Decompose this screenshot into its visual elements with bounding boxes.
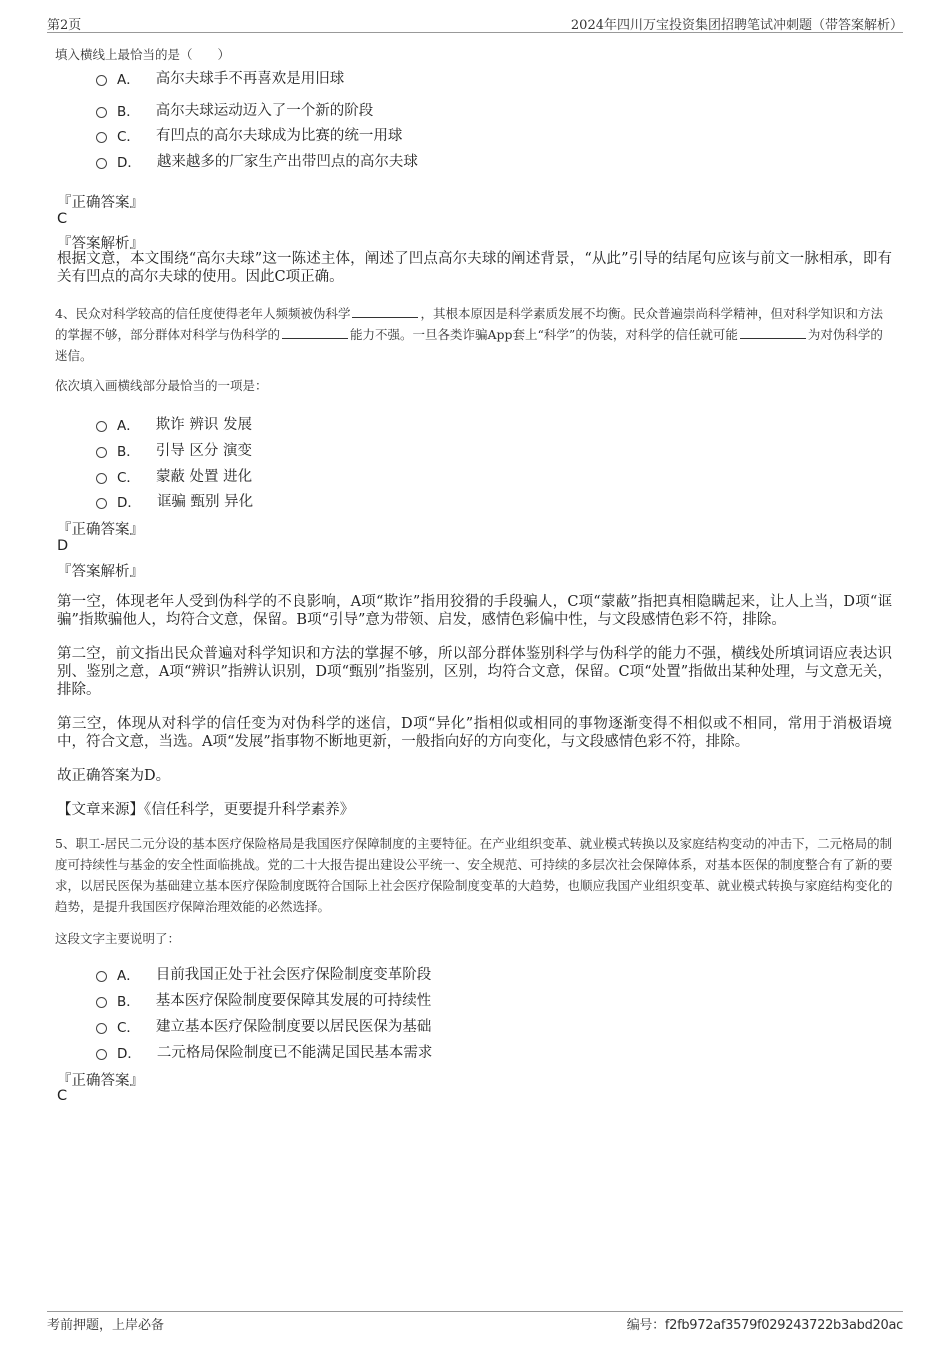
q4-stem: 4、民众对科学较高的信任度使得老年人频频被伪科学 ，其根本原因是科学素质发展不均衡。民众普遍崇尚科学精神，但对科学知识和方法的掌握不够，部分群体对科学与伪科学的 能力不强。一旦各类诈骗App套上“科学”的伪装，对科学的信任就可能 为对伪科学的迷信。: [55, 306, 883, 363]
q3-answer-label: 『正确答案』: [57, 195, 144, 211]
q5-answer-label: 『正确答案』: [57, 1073, 144, 1089]
q4-answer-label: 『正确答案』: [57, 522, 144, 538]
q4-analysis-2: 第二空，前文指出民众普遍对科学知识和方法的掌握不够，所以部分群体鉴别科学与伪科学的能力不强，横线处所填词语应表达识别、鉴别之意，A项“辨识”指辨认识别，D项“甄别”指鉴别，区别，均符合文意，保留。C项“处置”指做出某种处理，与文意无关，排除。: [57, 646, 892, 698]
radio-icon[interactable]: [96, 997, 107, 1008]
page-number: 第2页: [47, 18, 82, 33]
q4-source: 【文章来源】《信任科学，更要提升科学素养》: [57, 802, 355, 818]
q3-option-b[interactable]: B． 高尔夫球运动迈入了一个新的阶段: [96, 99, 373, 120]
radio-icon[interactable]: [96, 132, 107, 143]
blank-line-2: [282, 326, 348, 339]
radio-icon[interactable]: [96, 473, 107, 484]
q3-option-d[interactable]: D． 越来越多的厂家生产出带凹点的高尔夫球: [96, 150, 418, 171]
q5-stem: 5、职工-居民二元分设的基本医疗保险格局是我国医疗保障制度的主要特征。在产业组织变革、就业模式转换以及家庭结构变动的冲击下，二元格局的制度可持续性与基金的安全性面临挑战。党的二十大报告提出建设公平统一、安全规范、可持续的多层次社会保障体系，对基本医保的制度整合有了新的要求，以居民医保为基础建立基本医疗保险制度既符合国际上社会医疗保险制度变革的大趋势，也顺应我国产业组织变革、就业模式转换与家庭结构变化的趋势，是提升我国医疗保障治理效能的必然选择。: [55, 836, 893, 914]
q3-analysis: 根据文意，本文围绕“高尔夫球”这一陈述主体，阐述了凹点高尔夫球的阐述背景，“从此”引导的结尾句应该与前文一脉相承，即有关有凹点的高尔夫球的使用。因此C项正确。: [57, 251, 892, 285]
radio-icon[interactable]: [96, 1023, 107, 1034]
q3-answer: C: [57, 211, 68, 227]
radio-icon[interactable]: [96, 1049, 107, 1060]
q4-option-b[interactable]: B． 引导 区分 演变: [96, 439, 252, 460]
document-title: 2024年四川万宝投资集团招聘笔试冲刺题（带答案解析）: [570, 18, 903, 33]
q4-option-d[interactable]: D． 诓骗 甄别 异化: [96, 490, 253, 511]
header-divider: [47, 32, 903, 33]
q4-option-c[interactable]: C． 蒙蔽 处置 进化: [96, 465, 252, 486]
radio-icon[interactable]: [96, 158, 107, 169]
q5-option-b[interactable]: B． 基本医疗保险制度要保障其发展的可持续性: [96, 989, 431, 1010]
q5-answer: C: [57, 1088, 68, 1104]
footer-divider: [47, 1311, 903, 1312]
q3-option-c[interactable]: C． 有凹点的高尔夫球成为比赛的统一用球: [96, 124, 402, 145]
q3-stem: 填入横线上最恰当的是（ ）: [55, 47, 231, 62]
q4-analysis-3: 第三空，体现从对科学的信任变为对伪科学的迷信，D项“异化”指相似或相同的事物逐渐变得不相似或不相同，常用于消极语境中，符合文意，当选。A项“发展”指事物不断地更新，一般指向好的方向变化，与文段感情色彩不符，排除。: [57, 716, 892, 750]
q5-prompt: 这段文字主要说明了：: [55, 931, 181, 946]
q4-analysis-label: 『答案解析』: [57, 564, 144, 580]
document-id: 编号：f2fb972af3579f029243722b3abd20ac: [626, 1318, 903, 1333]
radio-icon[interactable]: [96, 421, 107, 432]
q4-analysis-1: 第一空，体现老年人受到伪科学的不良影响，A项“欺诈”指用狡猾的手段骗人，C项“蒙蔽”指把真相隐瞒起来，让人上当，D项“诓骗”指欺骗他人，均符合文意，保留。B项“引导”意为带领、启发，感情色彩偏中性，与文段感情色彩不符，排除。: [57, 594, 892, 628]
q3-analysis-label: 『答案解析』: [57, 236, 144, 252]
q4-option-a[interactable]: A． 欺诈 辨识 发展: [96, 413, 252, 434]
q4-answer: D: [57, 538, 69, 554]
blank-line-1: [352, 305, 418, 318]
radio-icon[interactable]: [96, 971, 107, 982]
blank-line-3: [740, 326, 806, 339]
radio-icon[interactable]: [96, 75, 107, 86]
q3-option-a[interactable]: A． 高尔夫球手不再喜欢是用旧球: [96, 67, 344, 88]
q5-option-d[interactable]: D． 二元格局保险制度已不能满足国民基本需求: [96, 1041, 432, 1062]
q5-option-a[interactable]: A． 目前我国正处于社会医疗保险制度变革阶段: [96, 963, 431, 984]
radio-icon[interactable]: [96, 107, 107, 118]
q4-conclusion: 故正确答案为D。: [57, 768, 171, 784]
radio-icon[interactable]: [96, 498, 107, 509]
radio-icon[interactable]: [96, 447, 107, 458]
q4-prompt: 依次填入画横线部分最恰当的一项是：: [55, 378, 268, 393]
q5-option-c[interactable]: C． 建立基本医疗保险制度要以居民医保为基础: [96, 1015, 431, 1036]
footer-slogan: 考前押题，上岸必备: [47, 1318, 165, 1333]
